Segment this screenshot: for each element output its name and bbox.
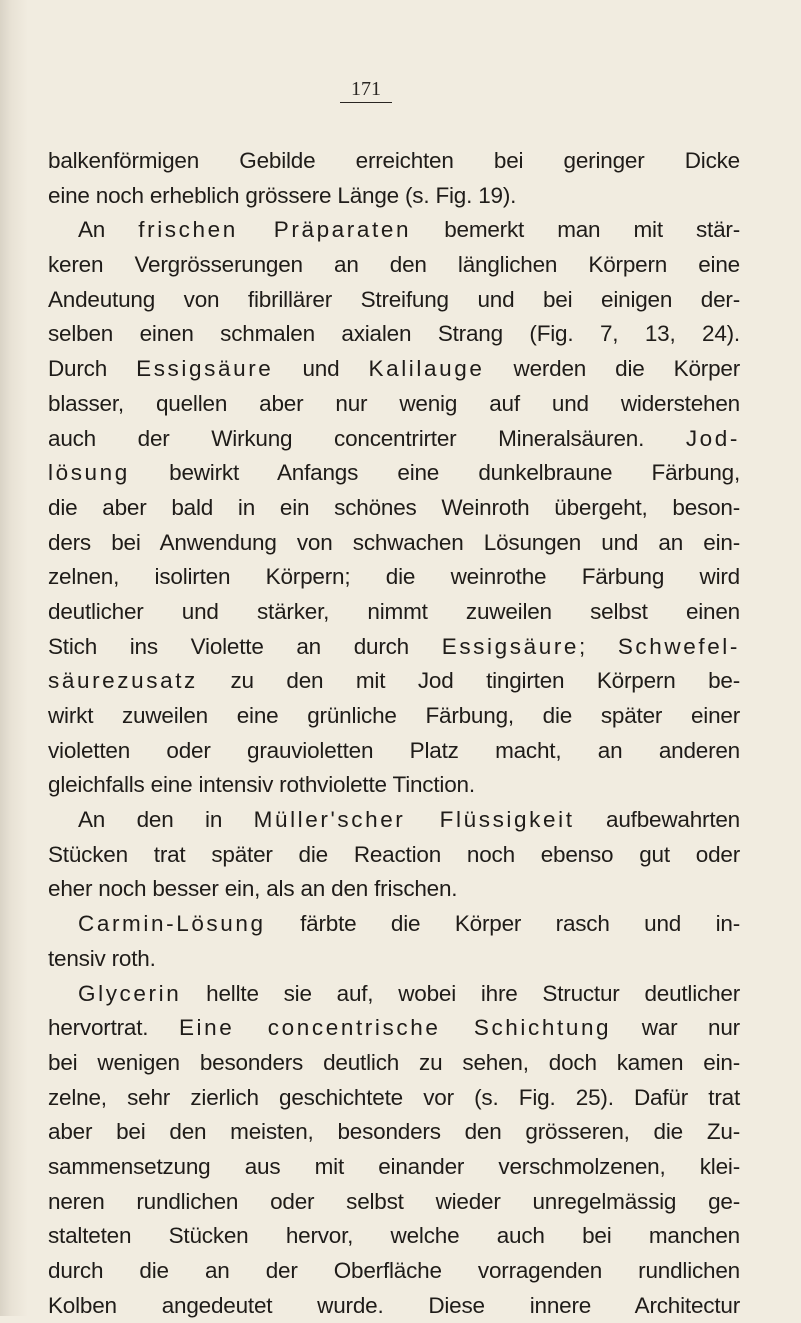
spaced-emphasis: lösung — [48, 460, 130, 485]
text-line — [48, 491, 740, 526]
text-line — [48, 1254, 740, 1289]
page-edge-shadow — [0, 0, 28, 1316]
text-line — [48, 144, 740, 179]
text-line — [48, 560, 740, 595]
text-run: Stich ins Violette an durch — [48, 634, 442, 659]
text-run: Kolben angedeutet wurde. Diese innere Architectur — [48, 1293, 740, 1318]
text-run: eher noch besser ein, als an den frischen. — [48, 876, 457, 901]
text-run: deutlicher und stärker, nimmt zuweilen selbst einen — [48, 599, 740, 624]
text-run: tensiv roth. — [48, 946, 156, 971]
text-line — [48, 977, 740, 1012]
text-run: hellte sie auf, wobei ihre Structur deutlicher — [181, 981, 740, 1006]
text-run: Stücken trat später die Reaction noch ebenso gut oder — [48, 842, 740, 867]
spaced-emphasis: säurezusatz — [48, 668, 198, 693]
text-line — [48, 630, 740, 665]
text-run: stalteten Stücken hervor, welche auch bei manchen — [48, 1223, 740, 1248]
text-run: blasser, quellen aber nur wenig auf und widerstehen — [48, 391, 740, 416]
text-line — [48, 595, 740, 630]
spaced-emphasis: Essigsäure — [136, 356, 273, 381]
text-line — [48, 317, 740, 352]
text-run: sammensetzung aus mit einander verschmolzenen, klei- — [48, 1154, 740, 1179]
text-line — [48, 1046, 740, 1081]
text-line — [48, 699, 740, 734]
spaced-emphasis: Jod- — [686, 426, 740, 451]
text-line — [48, 872, 740, 907]
spaced-emphasis: Carmin-Lösung — [78, 911, 266, 936]
text-run: neren rundlichen oder selbst wieder unregelmässig ge- — [48, 1189, 740, 1214]
text-run: keren Vergrösserungen an den länglichen Körpern eine — [48, 252, 740, 277]
text-run: ; — [579, 634, 618, 659]
text-line — [48, 352, 740, 387]
text-run: eine noch erheblich grössere Länge (s. Fig. 19). — [48, 183, 516, 208]
spaced-emphasis: Kalilauge — [368, 356, 484, 381]
text-line — [48, 1011, 740, 1046]
text-run: bei wenigen besonders deutlich zu sehen, doch kamen ein- — [48, 1050, 740, 1075]
body-text — [48, 144, 740, 1323]
text-line — [48, 1185, 740, 1220]
paragraph — [48, 213, 740, 803]
text-line — [48, 1115, 740, 1150]
text-run: wirkt zuweilen eine grünliche Färbung, die später einer — [48, 703, 740, 728]
text-line — [48, 803, 740, 838]
text-line — [48, 1081, 740, 1116]
text-run: gleichfalls eine intensiv rothviolette Tinction. — [48, 772, 475, 797]
paragraph — [48, 803, 740, 907]
text-run: An — [78, 217, 138, 242]
text-run: Andeutung von fibrillärer Streifung und bei einigen der- — [48, 287, 740, 312]
paragraph — [48, 977, 740, 1323]
text-line — [48, 1289, 740, 1323]
spaced-emphasis: Müller'scher Flüssigkeit — [254, 807, 575, 832]
text-line — [48, 248, 740, 283]
text-line — [48, 907, 740, 942]
text-run: selben einen schmalen axialen Strang (Fig. 7, 13, 24). — [48, 321, 740, 346]
text-run: durch die an der Oberfläche vorragenden rundlichen — [48, 1258, 740, 1283]
text-run: aufbewahrten — [575, 807, 740, 832]
text-run: Durch — [48, 356, 136, 381]
spaced-emphasis: frischen Präparaten — [138, 217, 411, 242]
text-run: violetten oder grauvioletten Platz macht, an anderen — [48, 738, 740, 763]
text-line — [48, 526, 740, 561]
text-run: aber bei den meisten, besonders den grösseren, die Zu- — [48, 1119, 740, 1144]
text-line — [48, 179, 740, 214]
text-line — [48, 1219, 740, 1254]
text-line — [48, 734, 740, 769]
text-run: die aber bald in ein schönes Weinroth übergeht, beson- — [48, 495, 740, 520]
text-line — [48, 664, 740, 699]
text-line — [48, 838, 740, 873]
spaced-emphasis: Eine concentrische Schichtung — [179, 1015, 611, 1040]
text-line — [48, 387, 740, 422]
spaced-emphasis: Essigsäure — [442, 634, 579, 659]
text-run: zelnen, isolirten Körpern; die weinrothe Färbung wird — [48, 564, 740, 589]
spaced-emphasis: Schwefel- — [618, 634, 740, 659]
text-run: ders bei Anwendung von schwachen Lösungen und an ein- — [48, 530, 740, 555]
text-run: war nur — [611, 1015, 740, 1040]
text-run: und — [273, 356, 368, 381]
text-line — [48, 1150, 740, 1185]
text-line — [48, 422, 740, 457]
text-run: zelne, sehr zierlich geschichtete vor (s. Fig. 25). Dafür trat — [48, 1085, 740, 1110]
text-run: auch der Wirkung concentrirter Mineralsäuren. — [48, 426, 686, 451]
text-run: färbte die Körper rasch und in- — [266, 911, 740, 936]
spaced-emphasis: Glycerin — [78, 981, 181, 1006]
text-run: bemerkt man mit stär- — [411, 217, 740, 242]
text-line — [48, 942, 740, 977]
text-run: balkenförmigen Gebilde erreichten bei geringer Dicke — [48, 148, 740, 173]
text-run: werden die Körper — [484, 356, 740, 381]
text-run: hervortrat. — [48, 1015, 179, 1040]
text-line — [48, 283, 740, 318]
text-line — [48, 213, 740, 248]
paragraph — [48, 907, 740, 976]
text-line — [48, 768, 740, 803]
paragraph — [48, 144, 740, 213]
text-run: zu den mit Jod tingirten Körpern be- — [198, 668, 740, 693]
text-line — [48, 456, 740, 491]
text-run: An den in — [78, 807, 254, 832]
page-number: 171 — [340, 76, 392, 103]
text-run: bewirkt Anfangs eine dunkelbraune Färbung, — [130, 460, 740, 485]
